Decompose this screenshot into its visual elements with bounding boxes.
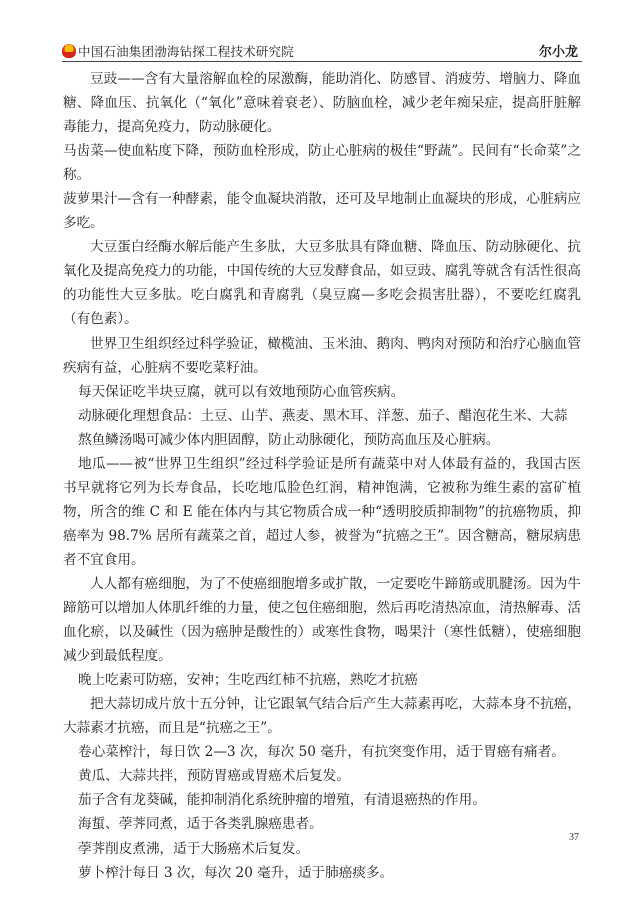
paragraph-fish-scale-soup: 熬鱼鳞汤喝可减少体内胆固醇，防止动脉硬化，预防高血压及心脏病。 <box>78 431 500 448</box>
document-body <box>63 67 581 885</box>
paragraph-tofu: 每天保证吃半块豆腐，就可以有效地预防心血管疾病。 <box>78 383 405 400</box>
paragraph-jellyfish: 海蜇、荸荠同煮，适于各类乳腺癌患者。 <box>78 816 323 833</box>
paragraph-soy-peptide: 大豆蛋白经酶水解后能产生多肽，大豆多肽具有降血糖、降血压、防动脉硬化、抗氧化及提高免疫力的功能，中国传统的大豆发酵食品，如豆豉、腐乳等就含有活性很高的功能性大豆多肽。吃白腐乳和青腐乳（臭豆腐—多吃会损害肚器），不要吃红腐乳（有色素）。 <box>63 239 581 328</box>
header-organization <box>62 42 294 60</box>
header-divider <box>62 61 582 62</box>
paragraph-water-chestnut: 荸荠削皮煮沸，适于大肠癌术后复发。 <box>78 840 310 857</box>
organization-name: 中国石油集团渤海钻探工程技术研究院 <box>78 44 294 59</box>
cnpc-logo-icon <box>62 44 76 58</box>
paragraph-purslane: 马齿菜—使血粘度下降，预防血栓形成，防止心脏病的极佳“野蔬”。民间有“长命菜”之称。 <box>63 143 581 184</box>
paragraph-sweet-potato: 地瓜——被“世界卫生组织”经过科学验证是所有蔬菜中对人体最有益的，我国古医书早就将它列为长寿食品，长吃地瓜脸色红润，精神饱满，它被称为维生素的富矿植物，所含的维 C 和 E 能在体内与其它物质合成一种“透明胶质抑制物”的抗癌物质，抑癌率为 98.7% 居所有蔬菜之首，超过人参，被誉为“抗癌之王”。因含糖高，糖尿病患者不宜食用。 <box>63 455 581 568</box>
page-number: 37 <box>569 832 579 843</box>
paragraph-who-oils: 世界卫生组织经过科学验证，橄榄油、玉米油、鹅肉、鸭肉对预防和治疗心脑血管疾病有益，心脏病不要吃菜籽油。 <box>63 335 581 376</box>
paragraph-eggplant: 茄子含有龙葵碱，能抑制消化系统肿瘤的增殖，有清退癌热的作用。 <box>78 792 486 809</box>
paragraph-garlic: 把大蒜切成片放十五分钟，让它跟氧气结合后产生大蒜素再吃，大蒜本身不抗癌，大蒜素才抗癌，而且是“抗癌之王”。 <box>63 696 581 737</box>
page-header <box>62 40 582 64</box>
author-name: 尔小龙 <box>538 45 578 60</box>
paragraph-pineapple: 菠萝果汁—含有一种酵素，能令血凝块消散，还可及早地制止血凝块的形成，心脏病应多吃。 <box>63 191 581 232</box>
paragraph-vegetarian-dinner: 晚上吃素可防癌，安神；生吃西红柿不抗癌，熟吃才抗癌 <box>78 672 418 689</box>
paragraph-atherosclerosis-foods: 动脉硬化理想食品：土豆、山芋、燕麦、黑木耳、洋葱、茄子、醋泡花生米、大蒜 <box>78 407 568 424</box>
paragraph-cucumber-garlic: 黄瓜、大蒜共拌，预防胃癌或胃癌术后复发。 <box>78 768 350 785</box>
paragraph-douchi: 豆豉——含有大量溶解血栓的尿激酶，能助消化、防感冒、消疲劳、增脑力、降血糖、降血压、抗氧化（“氧化”意味着衰老）、防脑血栓，减少老年痴呆症，提高肝脏解毒能力，提高免疫力，防动脉硬化。 <box>63 71 581 136</box>
paragraph-cabbage-juice: 卷心菜榨汁，每日饮 2—3 次，每次 50 毫升，有抗突变作用，适于胃癌有痛者。 <box>78 744 565 761</box>
paragraph-cancer-cells: 人人都有癌细胞，为了不使癌细胞增多或扩散，一定要吃牛蹄筋或肌腱汤。因为牛蹄筋可以增加人体肌纤维的力量，使之包住癌细胞，然后再吃清热凉血，清热解毒、活血化瘀，以及碱性（因为癌肿是酸性的）或寒性食物，喝果汁（寒性低糖），使癌细胞减少到最低程度。 <box>63 575 581 665</box>
paragraph-radish-juice: 萝卜榨汁每日 3 次，每次 20 毫升，适于肺癌痰多。 <box>78 864 394 881</box>
